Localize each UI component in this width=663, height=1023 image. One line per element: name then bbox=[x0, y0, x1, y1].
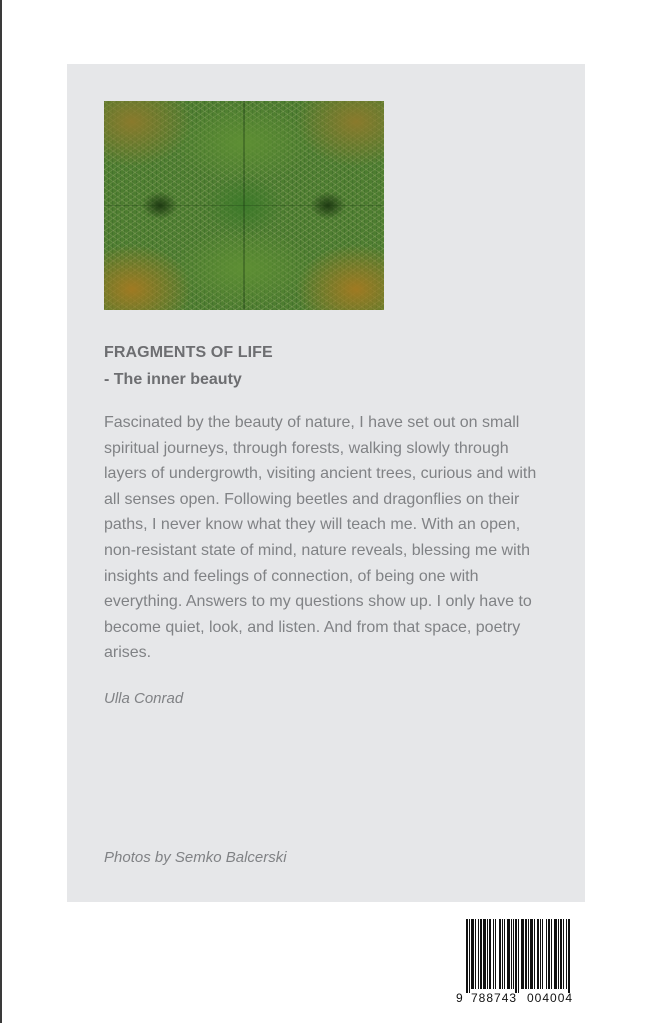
barcode-bar bbox=[518, 919, 519, 993]
barcode-bar bbox=[558, 919, 559, 989]
barcode-bar bbox=[546, 919, 547, 989]
barcode-bar bbox=[469, 919, 470, 993]
barcode-bar bbox=[495, 919, 496, 989]
nature-mirror-photo bbox=[104, 101, 384, 310]
barcode-bar bbox=[502, 919, 503, 989]
barcode-lead-digit: 9 bbox=[456, 991, 463, 1005]
barcode-bar bbox=[534, 919, 535, 989]
page-edge-rule bbox=[0, 0, 2, 1023]
photo-credits: Photos by Semko Balcerski bbox=[104, 849, 287, 866]
barcode-digits bbox=[454, 991, 588, 1007]
barcode-bar bbox=[471, 919, 474, 989]
barcode-bar bbox=[540, 919, 541, 989]
book-subtitle: - The inner beauty bbox=[104, 371, 242, 388]
isbn-barcode bbox=[454, 917, 588, 1009]
barcode-bar bbox=[568, 919, 570, 993]
barcode-bar bbox=[466, 919, 468, 993]
barcode-bar bbox=[551, 919, 552, 989]
barcode-bar bbox=[554, 919, 557, 989]
barcode-right-digits: 004004 bbox=[527, 991, 574, 1005]
barcode-bar bbox=[487, 919, 488, 989]
barcode-bar bbox=[480, 919, 482, 989]
blurb-text: Fascinated by the beauty of nature, I have set out on small spiritual journeys, through forests, walking slowly through layers of undergrowth, visiting ancient trees, curious and with all senses open. Following beetles and dragonflies on their paths, I never know what they will teach me. With an open, non-resistant state of mind, nature reveals, blessing me with insights and feelings of connection, of being one with everything. Answers to my questions show up. I only have to become quiet, look, and listen. And from that space, poetry arises. bbox=[104, 414, 537, 662]
barcode-bar bbox=[513, 919, 514, 989]
barcode-bar bbox=[478, 919, 479, 989]
barcode-bar bbox=[489, 919, 491, 989]
barcode-bar bbox=[507, 919, 510, 989]
book-title: FRAGMENTS OF LIFE bbox=[104, 344, 273, 361]
barcode-bar bbox=[537, 919, 539, 989]
barcode-bar bbox=[528, 919, 529, 989]
barcode-bar bbox=[521, 919, 524, 989]
barcode-bar bbox=[483, 919, 486, 989]
barcode-bar bbox=[563, 919, 564, 989]
barcode-bar bbox=[499, 919, 501, 989]
photo-mirror-axis-horizontal bbox=[104, 205, 384, 206]
barcode-bar bbox=[530, 919, 533, 989]
barcode-left-digits: 788743 bbox=[471, 991, 518, 1005]
barcode-bar bbox=[504, 919, 505, 989]
barcode-bar bbox=[560, 919, 562, 989]
barcode-bar bbox=[493, 919, 494, 989]
barcode-bar bbox=[542, 919, 543, 989]
barcode-bar bbox=[548, 919, 550, 989]
barcode-bar bbox=[515, 919, 517, 993]
barcode-bar bbox=[566, 919, 567, 989]
barcode-bar bbox=[475, 919, 476, 989]
barcode-bars bbox=[454, 917, 588, 993]
author-name: Ulla Conrad bbox=[104, 690, 184, 707]
barcode-bar bbox=[525, 919, 527, 989]
barcode-bar bbox=[511, 919, 512, 989]
